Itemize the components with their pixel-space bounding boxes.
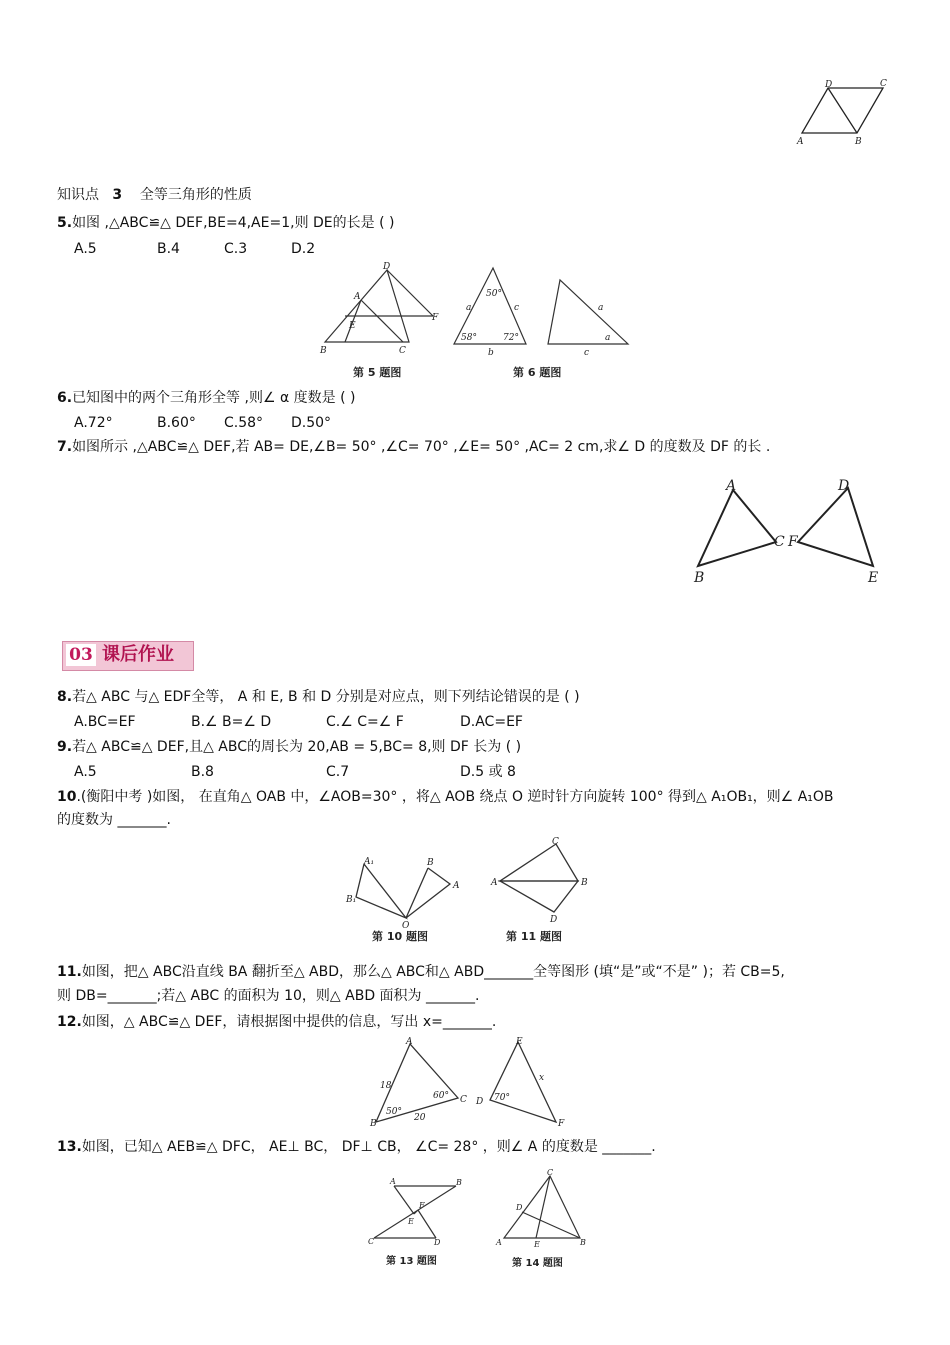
q8-option-b: B.∠ B=∠ D xyxy=(191,714,272,730)
section-heading: 知识点 3 全等三角形的性质 xyxy=(57,187,252,203)
q9-option-d: D.5 或 8 xyxy=(460,764,516,780)
svg-text:E: E xyxy=(868,570,879,586)
svg-text:D: D xyxy=(838,478,850,494)
q6-option-b: B.60° xyxy=(157,415,196,431)
svg-text:C: C xyxy=(399,346,406,356)
svg-text:第 11 题图: 第 11 题图 xyxy=(506,930,562,943)
q9-option-a: A.5 xyxy=(74,764,97,780)
svg-text:C: C xyxy=(880,79,887,89)
svg-text:B: B xyxy=(580,1238,586,1247)
svg-text:D: D xyxy=(550,915,558,925)
svg-text:A: A xyxy=(390,1177,396,1186)
svg-text:第 13 题图: 第 13 题图 xyxy=(386,1256,437,1267)
figure-14 xyxy=(492,1166,592,1272)
svg-text:A: A xyxy=(491,878,498,888)
badge-title: 课后作业 xyxy=(102,644,174,665)
svg-text:A: A xyxy=(726,478,737,494)
svg-text:72°: 72° xyxy=(503,333,519,343)
svg-text:D: D xyxy=(516,1203,523,1212)
svg-text:D: D xyxy=(476,1097,484,1107)
svg-text:x: x xyxy=(539,1073,545,1083)
svg-text:50°: 50° xyxy=(386,1107,402,1117)
badge-number: 03 xyxy=(66,644,96,666)
svg-text:b: b xyxy=(488,348,494,358)
svg-text:a: a xyxy=(598,303,604,313)
question-9: 9.若△ ABC≌△ DEF,且△ ABC的周长为 20,AB = 5,BC= 8,则 DF 长为 ( ) xyxy=(57,739,522,755)
figure-11 xyxy=(486,834,596,944)
svg-text:70°: 70° xyxy=(494,1093,510,1103)
svg-text:E: E xyxy=(534,1240,540,1249)
svg-text:60°: 60° xyxy=(433,1091,449,1101)
svg-text:C: C xyxy=(368,1237,375,1246)
svg-text:F: F xyxy=(788,534,798,550)
question-6: 6.已知图中的两个三角形全等 ,则∠ α 度数是 ( ) xyxy=(57,390,356,406)
svg-text:B: B xyxy=(427,858,434,868)
svg-text:F: F xyxy=(432,313,439,323)
q9-option-b: B.8 xyxy=(191,764,214,780)
svg-text:D: D xyxy=(383,262,391,272)
q5-option-c: C.3 xyxy=(224,241,248,257)
svg-text:A₁: A₁ xyxy=(364,857,375,867)
question-10-line2: 的度数为 _______. xyxy=(57,812,171,828)
svg-text:A: A xyxy=(406,1037,413,1047)
svg-text:第 10 题图: 第 10 题图 xyxy=(372,930,428,943)
q6-option-c: C.58° xyxy=(224,415,264,431)
svg-text:E: E xyxy=(408,1217,414,1226)
q6-option-d: D.50° xyxy=(291,415,332,431)
figure-7 xyxy=(688,476,888,588)
svg-text:D: D xyxy=(825,80,833,90)
svg-text:D: D xyxy=(434,1238,441,1247)
svg-text:B: B xyxy=(694,570,705,586)
figure-13 xyxy=(364,1168,474,1272)
svg-text:c: c xyxy=(514,303,520,313)
question-5: 5.如图 ,△ABC≌△ DEF,BE=4,AE=1,则 DE的长是 ( ) xyxy=(57,215,395,231)
svg-text:C: C xyxy=(460,1095,467,1105)
question-11: 11.如图，把△ ABC沿直线 BA 翻折至△ ABD，那么△ ABC和△ ABD_______全等图形 (填“是”或“不是” )；若 CB=5, xyxy=(57,964,785,980)
q9-option-c: C.7 xyxy=(326,764,350,780)
svg-text:A: A xyxy=(354,292,361,302)
svg-text:50°: 50° xyxy=(486,289,502,299)
svg-text:B: B xyxy=(855,137,862,147)
svg-text:B: B xyxy=(456,1178,462,1187)
q8-option-c: C.∠ C=∠ F xyxy=(326,714,404,730)
homework-section-badge xyxy=(62,641,194,672)
svg-text:O: O xyxy=(402,921,410,931)
svg-text:C: C xyxy=(774,534,785,550)
svg-text:B: B xyxy=(320,346,327,356)
svg-text:E: E xyxy=(516,1037,523,1047)
question-10: 10.(衡阳中考 )如图， 在直角△ OAB 中，∠AOB=30° ，将△ AOB 绕点 O 逆时针方向旋转 100° 得到△ A₁OB₁，则∠ A₁OB xyxy=(57,789,834,805)
q8-option-a: A.BC=EF xyxy=(74,714,136,730)
svg-text:B: B xyxy=(581,878,588,888)
svg-text:第 14 题图: 第 14 题图 xyxy=(512,1258,563,1269)
figure-6 xyxy=(448,262,643,382)
svg-text:c: c xyxy=(584,348,590,358)
svg-text:第 5 题图: 第 5 题图 xyxy=(353,366,402,379)
svg-text:a: a xyxy=(605,333,611,343)
svg-text:E: E xyxy=(349,321,356,331)
question-11-line2: 则 DB=_______;若△ ABC 的面积为 10，则△ ABD 面积为 _______. xyxy=(57,988,480,1004)
figure-5 xyxy=(315,260,445,382)
svg-text:C: C xyxy=(547,1168,554,1177)
svg-text:A: A xyxy=(453,881,460,891)
figure-12 xyxy=(366,1036,576,1132)
q8-option-d: D.AC=EF xyxy=(460,714,523,730)
svg-text:58°: 58° xyxy=(461,333,477,343)
question-12: 12.如图，△ ABC≌△ DEF，请根据图中提供的信息，写出 x=_______. xyxy=(57,1014,497,1030)
svg-text:F: F xyxy=(558,1119,565,1129)
question-13: 13.如图，已知△ AEB≌△ DFC， AE⊥ BC， DF⊥ CB， ∠C= 28° ，则∠ A 的度数是 _______. xyxy=(57,1139,656,1155)
svg-text:B: B xyxy=(370,1119,377,1129)
svg-text:a: a xyxy=(466,303,472,313)
svg-text:A: A xyxy=(797,137,804,147)
svg-text:20: 20 xyxy=(414,1113,426,1123)
svg-text:B₁: B₁ xyxy=(346,895,357,905)
figure-10 xyxy=(342,852,472,944)
top-parallelogram-figure xyxy=(795,76,895,148)
svg-text:18: 18 xyxy=(380,1081,392,1091)
svg-text:C: C xyxy=(552,837,559,847)
q5-option-a: A.5 xyxy=(74,241,97,257)
svg-text:F: F xyxy=(419,1201,425,1210)
svg-text:第 6 题图: 第 6 题图 xyxy=(513,366,562,379)
q5-option-d: D.2 xyxy=(291,241,316,257)
question-8: 8.若△ ABC 与△ EDF全等， A 和 E, B 和 D 分别是对应点，则下列结论错误的是 ( ) xyxy=(57,689,580,705)
svg-text:A: A xyxy=(496,1238,502,1247)
question-7: 7.如图所示 ,△ABC≌△ DEF,若 AB= DE,∠B= 50° ,∠C= 70° ,∠E= 50° ,AC= 2 cm,求∠ D 的度数及 DF 的长 . xyxy=(57,439,771,455)
q5-option-b: B.4 xyxy=(157,241,180,257)
q6-option-a: A.72° xyxy=(74,415,113,431)
